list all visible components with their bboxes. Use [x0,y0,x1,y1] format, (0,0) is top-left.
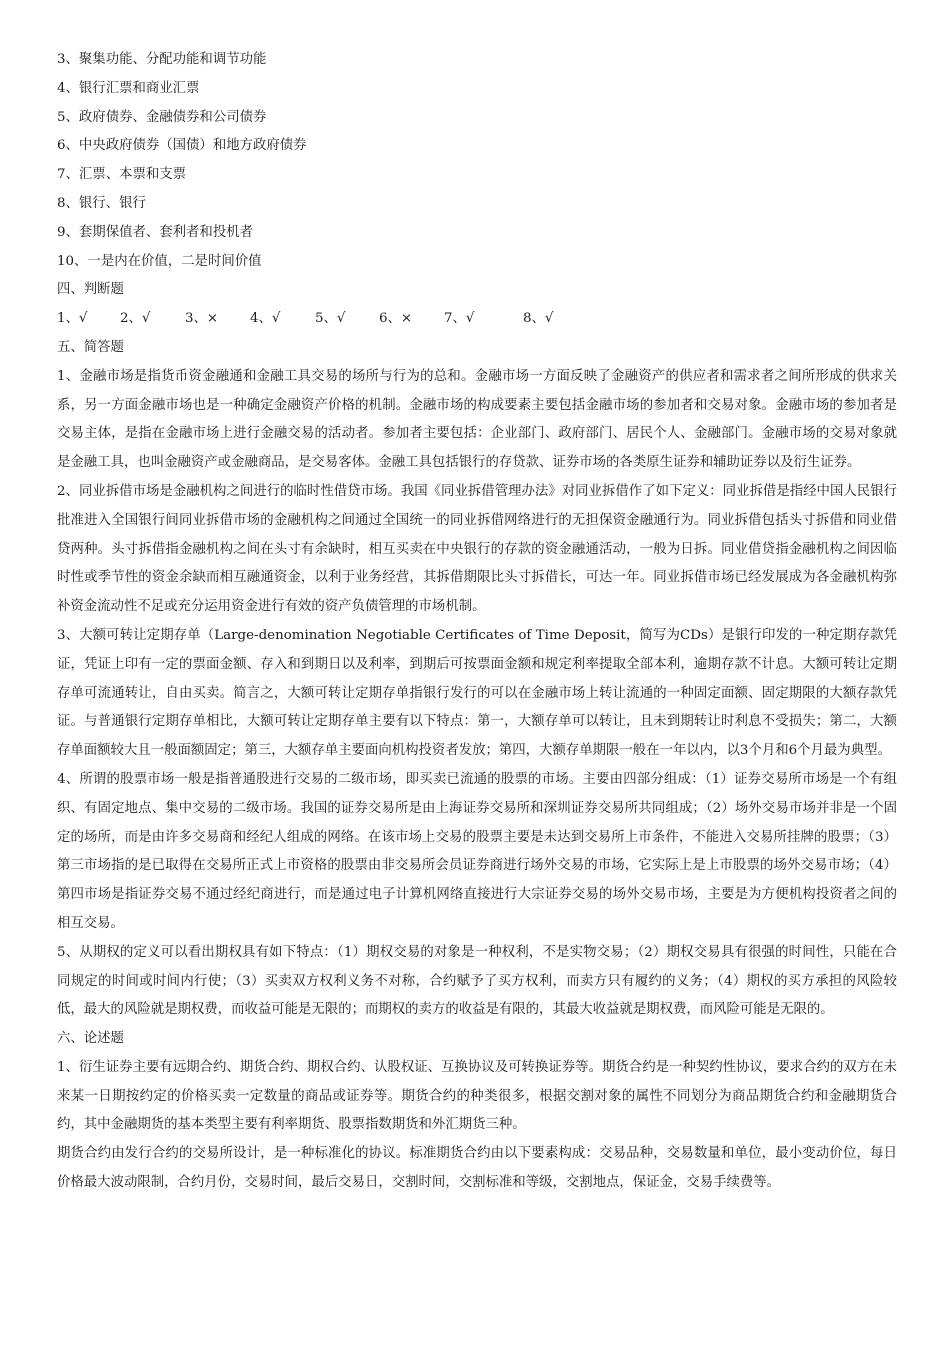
fill-answer-5: 5、政府债券、金融债券和公司债券 [57,109,267,125]
section-heading-judgment: 四、判断题 [57,282,124,298]
short-answer-2: 2、同业拆借市场是金融机构之间进行的临时性借贷市场。我国《同业拆借管理办法》对同业拆借作了如下定义：同业拆借是指经中国人民银行批准进入全国银行间同业拆借市场的金融机构之间通过全国统一的同业拆借网络进行的无担保资金融通行为。同业拆借包括头寸拆借和同业借贷两种。头寸拆借指金融机构之间在头寸有余缺时，相互买卖在中央银行的存款的资金融通活动，一般为日拆。同业借贷指金融机构之间因临时性或季节性的资金余缺而相互融通资金，以利于业务经营，其拆借期限比头寸拆借长，可达一年。同业拆借市场已经发展成为各金融机构弥补资金流动性不足或充分运用资金进行有效的资产负债管理的市场机制。 [57,483,897,615]
judgment-answers [57,305,897,334]
essay-paragraph-1: 1、衍生证券主要有远期合约、期货合约、期权合约、认股权证、互换协议及可转换证券等。期货合约是一种契约性协议，要求合约的双方在未来某一日期按约定的价格买卖一定数量的商品或证券等。期货合约的种类很多，根据交割对象的属性不同划分为商品期货合约和金融期货合约，其中金融期货的基本类型主要有利率期货、股票指数期货和外汇期货三种。 [57,1059,897,1133]
fill-answer-7: 7、汇票、本票和支票 [57,167,187,183]
short-answer-4: 4、所谓的股票市场一般是指普通股进行交易的二级市场，即买卖已流通的股票的市场。主要由四部分组成：（1）证券交易所市场是一个有组织、有固定地点、集中交易的二级市场。我国的证券交易所是由上海证券交易所和深圳证券交易所共同组成；（2）场外交易市场并非是一个固定的场所，而是由许多交易商和经纪人组成的网络。在该市场上交易的股票主要是未达到交易所上市条件，不能进入交易所挂牌的股票；（3）第三市场指的是已取得在交易所正式上市资格的股票由非交易所会员证券商进行场外交易的市场，它实际上是上市股票的场外交易市场；（4）第四市场是指证券交易不通过经纪商进行，而是通过电子计算机网络直接进行大宗证券交易的场外交易市场，主要是为方便机构投资者之间的相互交易。 [57,771,897,931]
judgment-answer: 6、× [379,311,413,327]
judgment-answer: 5、√ [315,311,346,327]
judgment-answer: 2、√ [120,311,151,327]
judgment-answer: 4、√ [250,311,281,327]
essay-paragraph-2: 期货合约由发行合约的交易所设计，是一种标准化的协议。标准期货合约由以下要素构成：交易品种，交易数量和单位，最小变动价位，每日价格最大波动限制，合约月份，交易时间，最后交易日，交割时间，交割标准和等级，交割地点，保证金，交易手续费等。 [57,1146,897,1191]
document-page [57,46,897,1198]
section-heading-essay: 六、论述题 [57,1031,124,1047]
short-answer-3: 3、大额可转让定期存单（Large-denomination Negotiable Certificates of Time Deposit，简写为CDs）是银行印发的一种定期存款凭证，凭证上印有一定的票面金额、存入和到期日以及利率，到期后可按票面金额和规定利率提取全部本利，逾期存款不计息。大额可转让定期存单可流通转让，自由买卖。简言之，大额可转让定期存单指银行发行的可以在金融市场上转让流通的一种固定面额、固定期限的大额存款凭证。与普通银行定期存单相比，大额可转让定期存单主要有以下特点：第一，大额存单可以转让，且未到期转让时利息不受损失；第二，大额存单面额较大且一般面额固定；第三，大额存单主要面向机构投资者发放；第四，大额存单期限一般在一年以内，以3个月和6个月最为典型。 [57,627,897,759]
fill-answer-9: 9、套期保值者、套利者和投机者 [57,224,253,240]
section-heading-short-answer: 五、简答题 [57,339,124,355]
fill-answer-3: 3、聚集功能、分配功能和调节功能 [57,52,267,67]
short-answer-1: 1、金融市场是指货币资金融通和金融工具交易的场所与行为的总和。金融市场一方面反映了金融资产的供应者和需求者之间所形成的供求关系，另一方面金融市场也是一种确定金融资产价格的机制。金融市场的构成要素主要包括金融市场的参加者和交易对象。金融市场的参加者是交易主体，是指在金融市场上进行金融交易的活动者。参加者主要包括：企业部门、政府部门、居民个人、金融部门。金融市场的交易对象就是金融工具，也叫金融资产或金融商品，是交易客体。金融工具包括银行的存贷款、证券市场的各类原生证券和辅助证券以及衍生证券。 [57,368,897,471]
fill-answer-4: 4、银行汇票和商业汇票 [57,80,200,96]
judgment-answer: 1、√ [57,311,88,327]
judgment-answer: 8、√ [523,311,554,327]
short-answer-5: 5、从期权的定义可以看出期权具有如下特点：（1）期权交易的对象是一种权利，不是实物交易；（2）期权交易具有很强的时间性，只能在合同规定的时间或时间内行使；（3）买卖双方权利义务不对称，合约赋予了买方权利，而卖方只有履约的义务；（4）期权的买方承担的风险较低，最大的风险就是期权费，而收益可能是无限的；而期权的卖方的收益是有限的，其最大收益就是期权费，而风险可能是无限的。 [57,944,897,1018]
fill-answer-10: 10、一是内在价值，二是时间价值 [57,253,262,269]
judgment-answer: 7、√ [444,311,475,327]
fill-answer-8: 8、银行、银行 [57,195,146,211]
judgment-answer: 3、× [185,311,219,327]
fill-answer-6: 6、中央政府债券（国债）和地方政府债券 [57,138,307,154]
